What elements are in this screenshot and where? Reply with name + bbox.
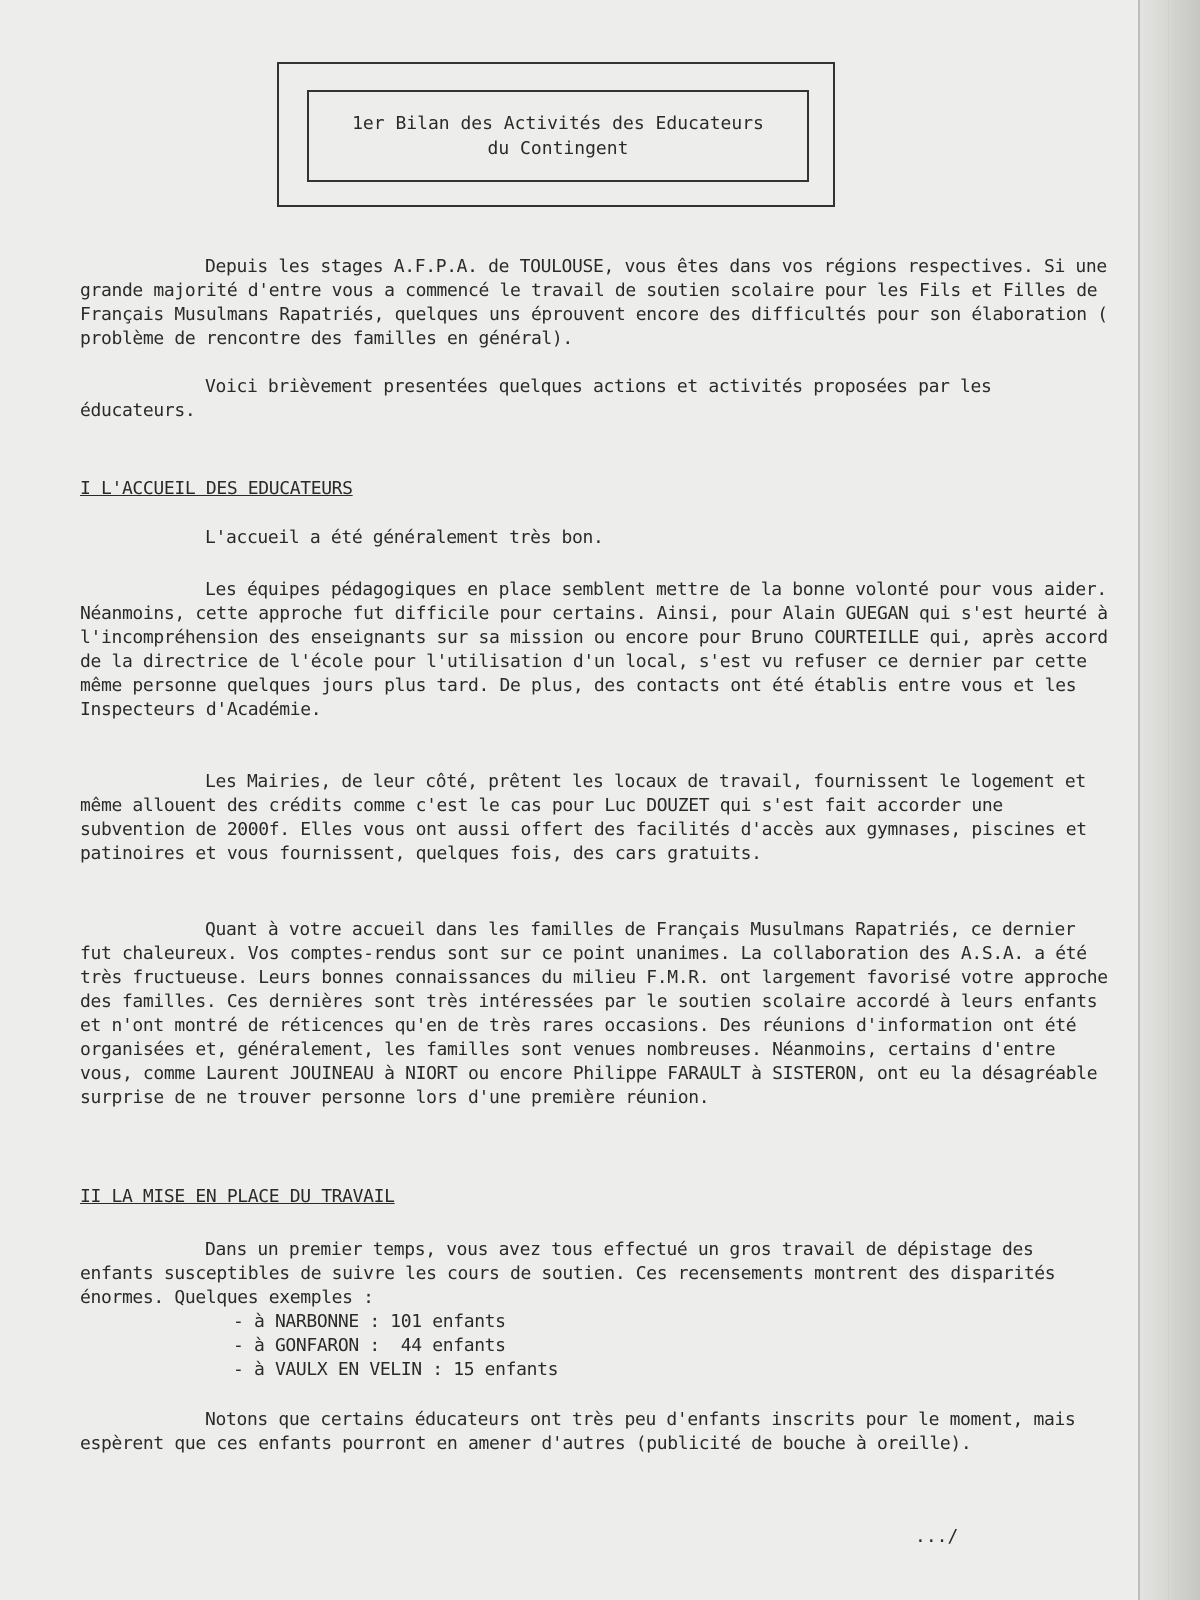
intro-paragraph-2-text: Voici brièvement presentées quelques actions et activités proposées par les éducateurs.	[80, 376, 992, 421]
examples-list	[233, 1310, 558, 1382]
section-2-paragraph-1: Dans un premier temps, vous avez tous effectué un gros travail de dépistage des enfants susceptibles de suivre les cours de soutien. Ces recensements montrent des disparités énormes. Quelques exemples :	[80, 1239, 1056, 1308]
title-line-2: du Contingent	[487, 138, 629, 159]
intro-paragraph-2	[80, 375, 1115, 423]
section-1-paragraph-2: Les équipes pédagogiques en place semblent mettre de la bonne volonté pour vous aider. Néanmoins, cette approche fut difficile pour certains. Ainsi, pour Alain GUEGAN qui s'est heurté à l'incompréhension des enseignants sur sa mission ou encore pour Bruno COURTEILLE qui, après accord de la directrice de l'école pour l'utilisation d'un local, s'est vu refuser ce dernier par cette même personne quelques jours plus tard. De plus, des contacts ont été établis entre vous et les Inspecteurs d'Académie.	[80, 579, 1108, 720]
section-2-paragraph-2: Notons que certains éducateurs ont très peu d'enfants inscrits pour le moment, mais espèrent que ces enfants pourront en amener d'autres (publicité de bouche à oreille).	[80, 1409, 1076, 1454]
title-frame	[307, 90, 809, 182]
list-item: - à NARBONNE : 101 enfants	[233, 1311, 506, 1332]
intro-paragraph-1: Depuis les stages A.F.P.A. de TOULOUSE, vous êtes dans vos régions respectives. Si une grande majorité d'entre vous a commencé le travail de soutien scolaire pour les Fils et Filles de Français Musulmans Rapatriés, quelques uns éprouvent encore des difficultés pour son élaboration ( problème de rencontre des familles en général).	[80, 256, 1108, 349]
list-item: - à GONFARON : 44 enfants	[233, 1335, 506, 1356]
section-2-heading: II LA MISE EN PLACE DU TRAVAIL	[80, 1186, 395, 1207]
section-1-paragraph-3: Les Mairies, de leur côté, prêtent les locaux de travail, fournissent le logement et même allouent des crédits comme c'est le cas pour Luc DOUZET qui s'est fait accorder une subvention de 2000f. Elles vous ont aussi offert des facilités d'accès aux gymnases, piscines et patinoires et vous fournissent, quelques fois, des cars gratuits.	[80, 771, 1087, 864]
section-1-paragraph-4: Quant à votre accueil dans les familles de Français Musulmans Rapatriés, ce dernier fut chaleureux. Vos comptes-rendus sont sur ce point unanimes. La collaboration des A.S.A. a été très fructueuse. Leurs bonnes connaissances du milieu F.M.R. ont largement favorisé votre approche des familles. Ces dernières sont très intéressées par le soutien scolaire accordé à leurs enfants et n'ont montré de réticences qu'en de très rares occasions. Des réunions d'information ont été organisées et, généralement, les familles sont venues nombreuses. Néanmoins, certains d'entre vous, comme Laurent JOUINEAU à NIORT ou encore Philippe FARAULT à SISTERON, ont eu la désagréable surprise de ne trouver personne lors d'une première réunion.	[80, 919, 1108, 1108]
title-line-1: 1er Bilan des Activités des Educateurs	[352, 113, 764, 134]
page-edge	[1138, 0, 1200, 1600]
continuation-mark: .../	[915, 1526, 959, 1547]
section-1-paragraph-1: L'accueil a été généralement très bon.	[205, 527, 604, 548]
section-1-heading: I L'ACCUEIL DES EDUCATEURS	[80, 478, 353, 499]
list-item: - à VAULX EN VELIN : 15 enfants	[233, 1359, 559, 1380]
